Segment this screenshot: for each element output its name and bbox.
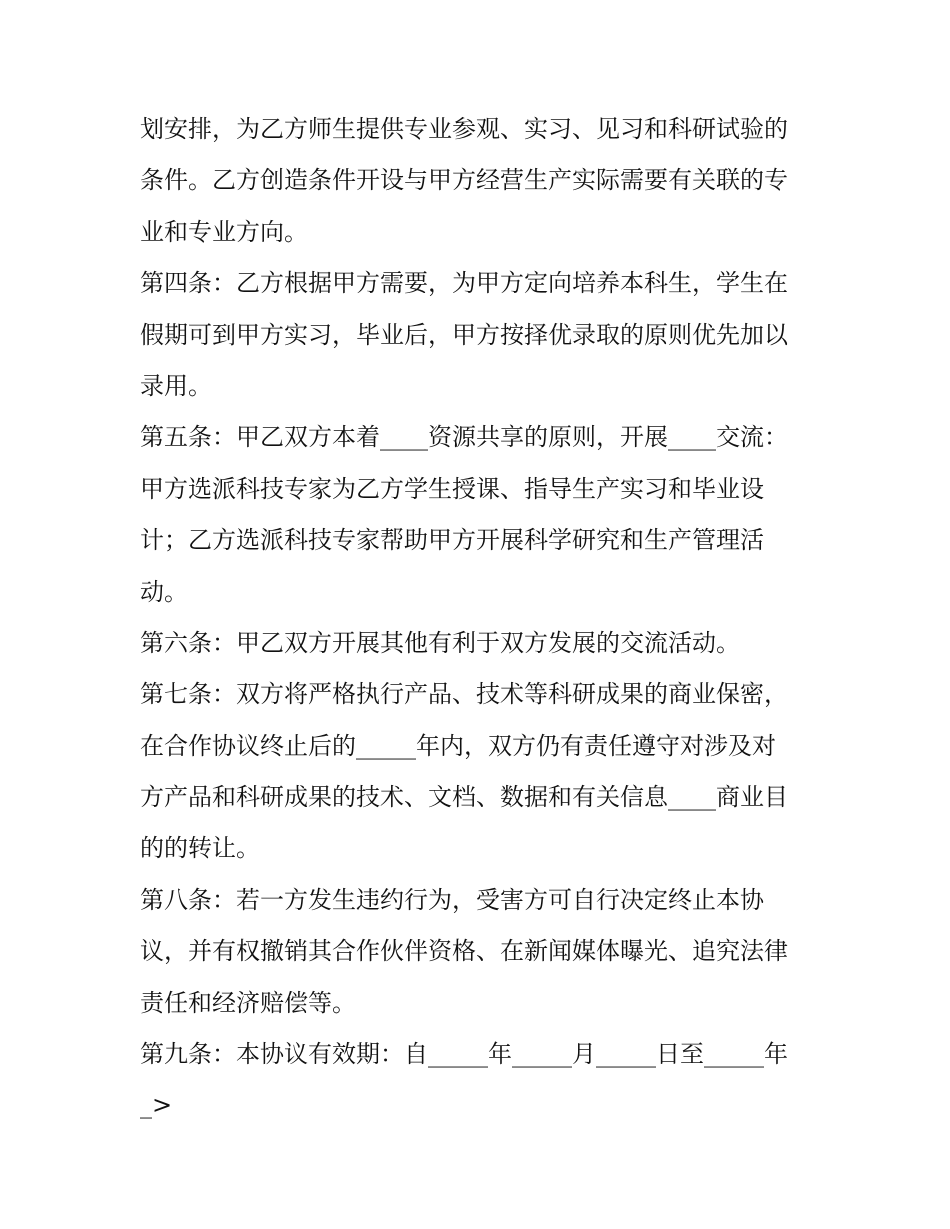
article-5-line: 第五条：甲乙双方本着____资源共享的原则，开展____交流： bbox=[140, 423, 788, 452]
text-line: _> bbox=[140, 1091, 173, 1120]
text-line: 划安排，为乙方师生提供专业参观、实习、见习和科研试验的 bbox=[140, 115, 788, 143]
text-line: 方产品和科研成果的技术、文档、数据和有关信息____商业目 bbox=[140, 783, 788, 812]
text-line: 甲方选派科技专家为乙方学生授课、指导生产实习和毕业设 bbox=[140, 474, 764, 503]
text-line: 业和专业方向。 bbox=[140, 217, 308, 246]
article-7-line: 第七条：双方将严格执行产品、技术等科研成果的商业保密， bbox=[140, 680, 788, 709]
article-6-line: 第六条：甲乙双方开展其他有利于双方发展的交流活动。 bbox=[140, 628, 740, 657]
text-line: 的的转让。 bbox=[140, 834, 260, 863]
article-8-line: 第八条：若一方发生违约行为，受害方可自行决定终止本协 bbox=[140, 885, 764, 914]
text-line: 计；乙方选派科技专家帮助甲方开展科学研究和生产管理活 bbox=[140, 526, 764, 555]
text-line: 条件。乙方创造条件开设与甲方经营生产实际需要有关联的专 bbox=[140, 166, 788, 195]
text-line: 责任和经济赔偿等。 bbox=[140, 988, 356, 1017]
document-body bbox=[140, 104, 820, 1132]
article-4-line: 第四条：乙方根据甲方需要，为甲方定向培养本科生，学生在 bbox=[140, 269, 788, 298]
text-line: 录用。 bbox=[140, 371, 212, 400]
text-line: 动。 bbox=[140, 577, 188, 606]
article-9-line: 第九条：本协议有效期：自_____年_____月_____日至_____年 bbox=[140, 1040, 788, 1069]
text-line: 在合作协议终止后的_____年内，双方仍有责任遵守对涉及对 bbox=[140, 731, 776, 760]
text-line: 假期可到甲方实习，毕业后，甲方按择优录取的原则优先加以 bbox=[140, 320, 788, 349]
text-line: 议，并有权撤销其合作伙伴资格、在新闻媒体曝光、追究法律 bbox=[140, 937, 788, 966]
